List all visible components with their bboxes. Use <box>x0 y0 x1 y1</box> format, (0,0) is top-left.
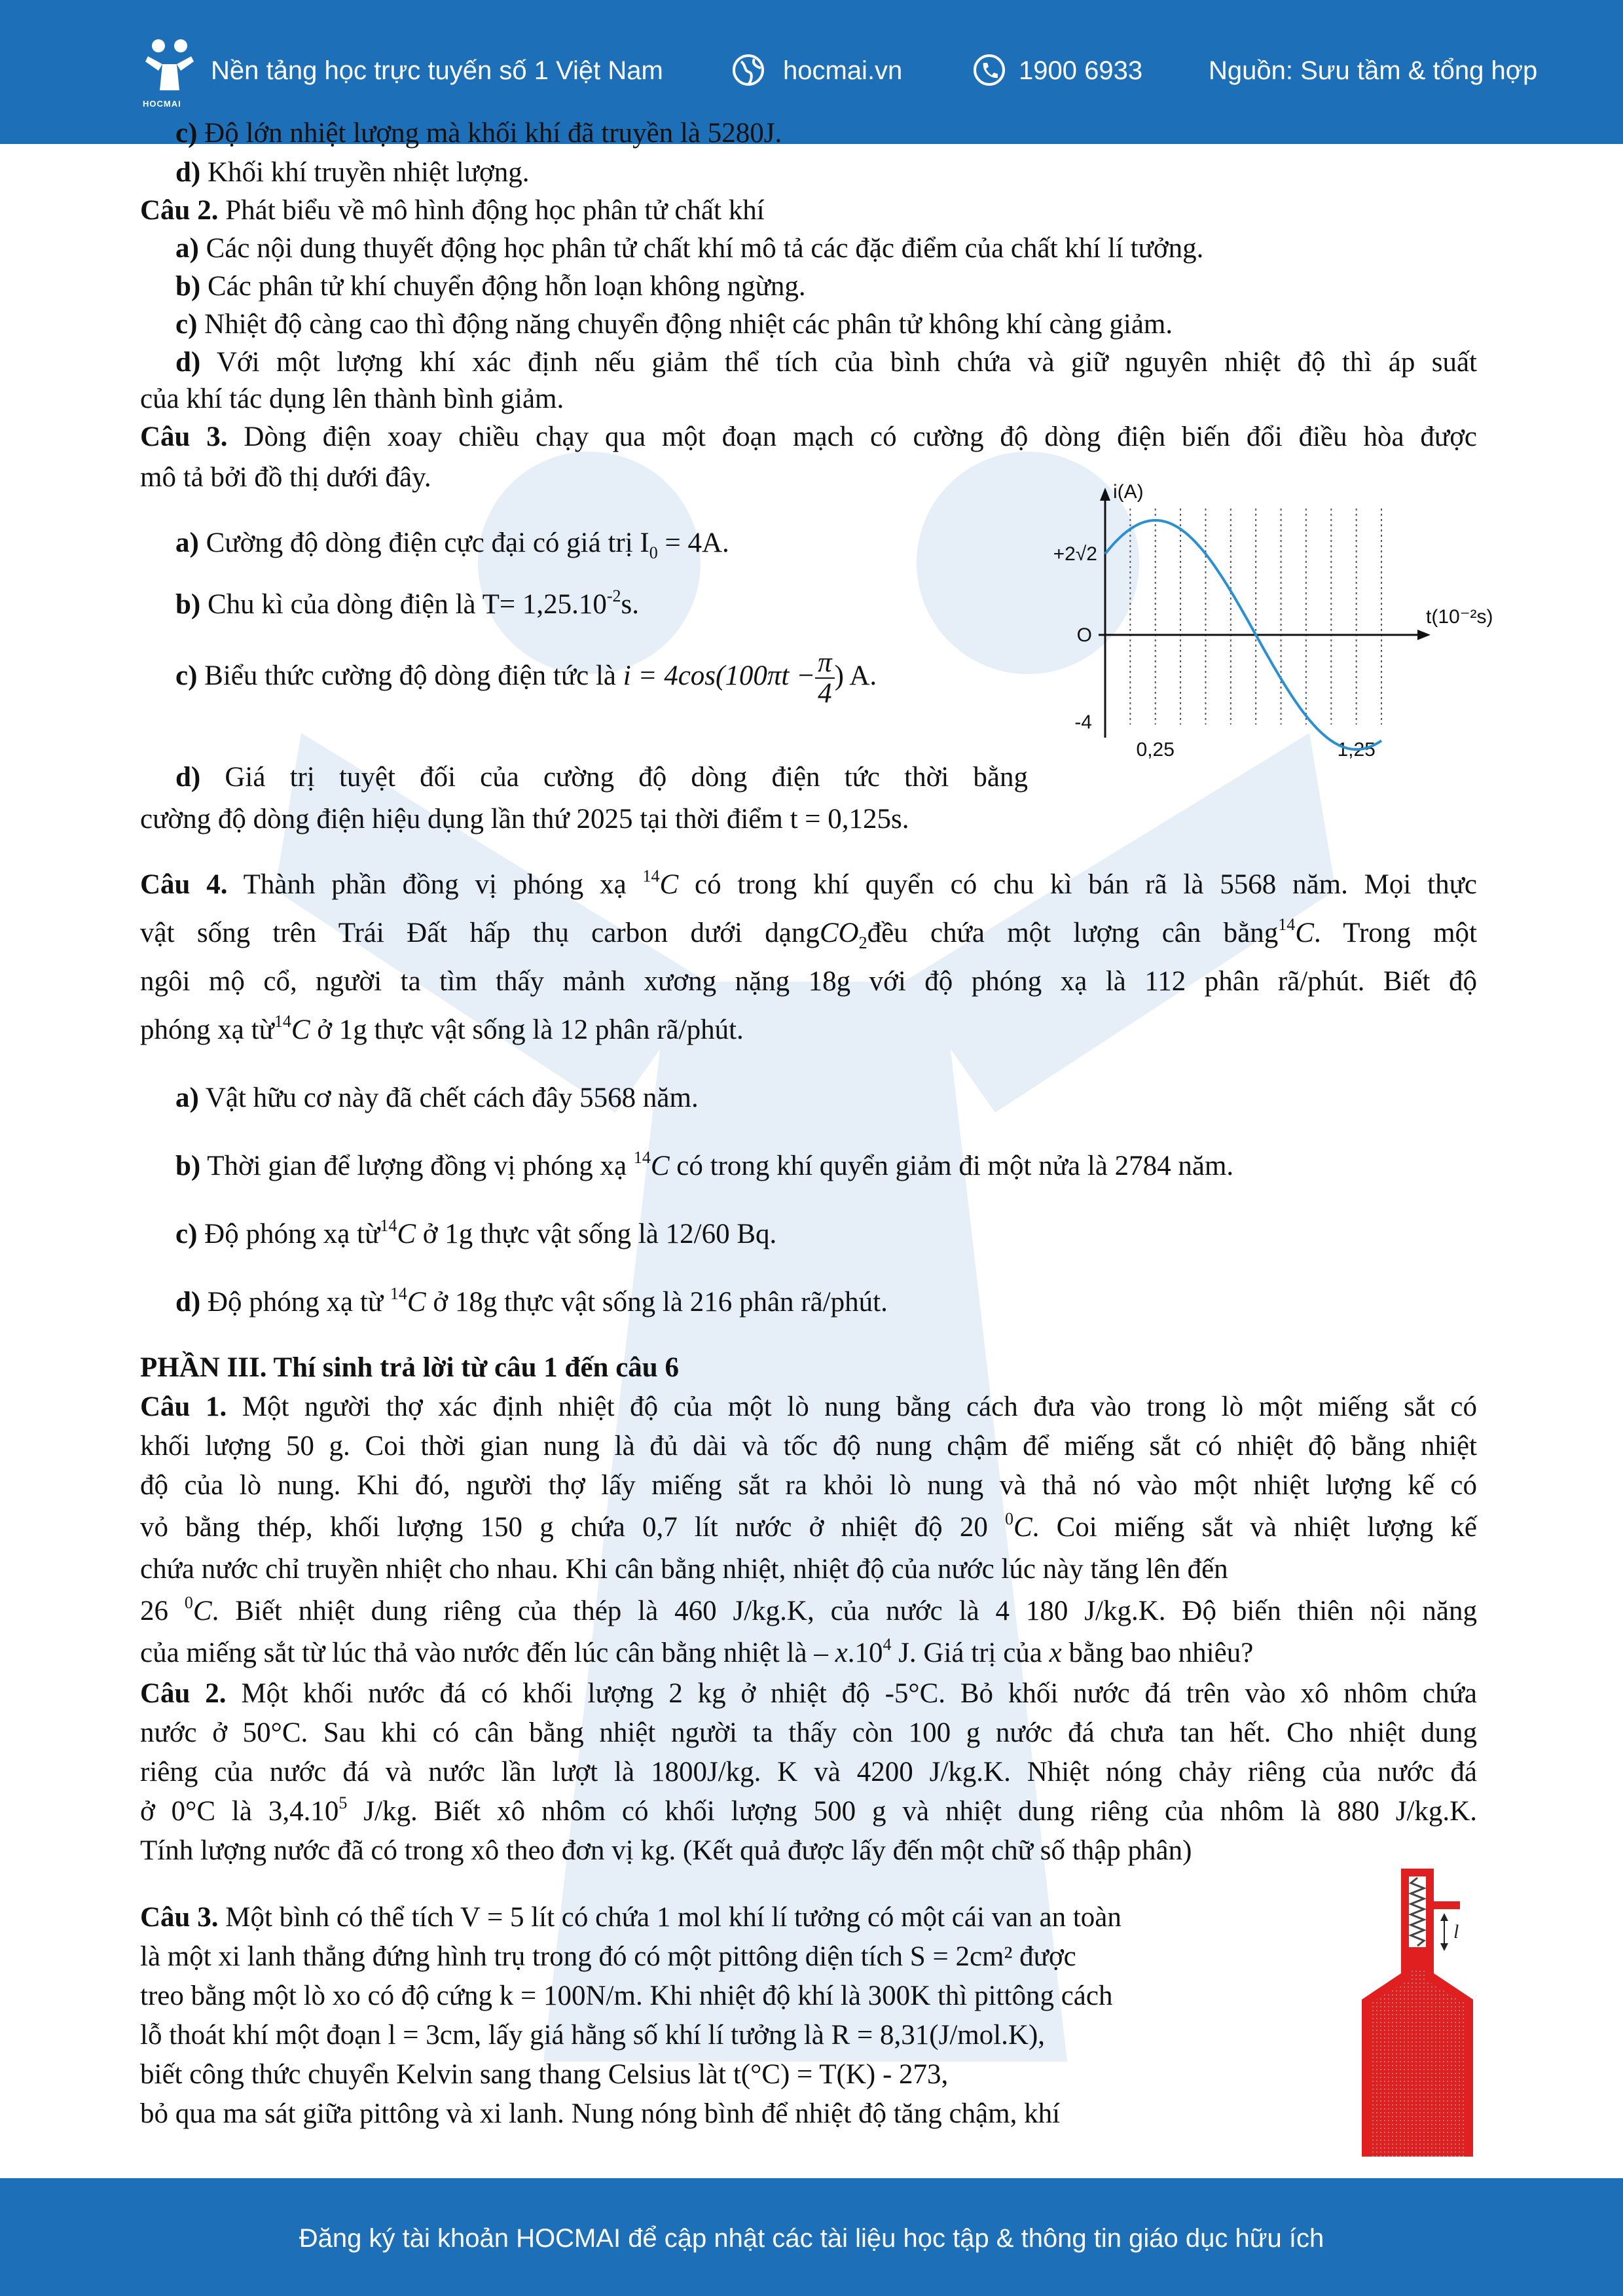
q2-option-d: d) Với một lượng khí xác định nếu giảm thể tích của bình chứa và giữ nguyên nhiệt độ thì áp suất <box>175 347 1477 378</box>
q3-option-d-cont: cường độ dòng điện hiệu dụng lần thứ 2025 tại thời điểm t = 0,125s. <box>140 804 909 834</box>
y-axis-label: i(A) <box>1113 481 1144 503</box>
p3-q2-line3: riêng của nước đá và nước lần lượt là 1800J/kg. K và 4200 J/kg.K. Nhiệt nóng chảy riêng của nước đá <box>140 1757 1477 1787</box>
p3-q3-line5: biết công thức chuyển Kelvin sang thang Celsius làt t(°C) = T(K) - 273, <box>140 2059 949 2090</box>
q2-option-c: c) Nhiệt độ càng cao thì động năng chuyển động nhiệt các phân tử không khí càng giảm. <box>175 309 1173 340</box>
q3-option-c: c) Biểu thức cường độ dòng điện tức là i = 4cos(100πt − $\frac{\pi}{4}$ ) A. <box>175 647 877 709</box>
p3-q2-line1: Câu 2. Một khối nước đá có khối lượng 2 kg ở nhiệt độ -5°C. Bỏ khối nước đá trên vào xô nhôm chứa <box>140 1678 1478 1709</box>
page-footer <box>0 2178 1623 2296</box>
x-axis-label: t(10⁻²s) <box>1426 606 1493 628</box>
gas-vessel-figure <box>1336 1856 1486 2157</box>
x-axis-arrow <box>1417 630 1431 640</box>
p3-q1-line6: 26 $^0$C. Biết nhiệt dung riêng của thép là 460 J/kg.K, của nước là 4 180 J/kg.K. Độ biến thiên nội năng <box>140 1593 1478 1626</box>
q3-stem-cont: mô tả bởi đồ thị dưới đây. <box>140 462 431 493</box>
distance-label: l <box>1453 1921 1459 1943</box>
p3-q1-line4: vỏ bằng thép, khối lượng 150 g chứa 0,7 lít nước ở nhiệt độ 20 $^0$C. Coi miếng sắt và nhiệt lượng kế <box>140 1509 1477 1543</box>
p3-q2-line2: nước ở 50°C. Sau khi có cân bằng nhiệt người ta thấy còn 100 g nước đá chưa tan hết. Cho nhiệt dung <box>140 1717 1477 1748</box>
header-source: Nguồn: Sưu tầm & tổng hợp <box>1209 56 1538 85</box>
p3-q3-line6: bỏ qua ma sát giữa pittông và xi lanh. Nung nóng bình để nhiệt độ tăng chậm, khí <box>140 2098 1061 2129</box>
q4-option-b: b) Thời gian để lượng đồng vị phóng xạ $^{14}$C có trong khí quyển giảm đi một nửa là 2784 năm. <box>175 1148 1234 1181</box>
p3-q1-line2: khối lượng 50 g. Coi thời gian nung là đủ dài và tốc độ nung chậm để miếng sắt có nhiệt độ bằng nhiệt <box>140 1431 1477 1462</box>
q4-option-c: c) Độ phóng xạ từ$^{14}$C ở 1g thực vật sống là 12/60 Bq. <box>175 1216 777 1249</box>
p3-q1-line7: của miếng sắt từ lúc thả vào nước đến lúc cân bằng nhiệt là – $x.10^4$ J. Giá trị của x bằng bao nhiêu? <box>140 1635 1254 1668</box>
q4-stem-line1: Câu 4. Thành phần đồng vị phóng xạ $^{14}$C có trong khí quyển có chu kì bán rã là 5568 năm. Mọi thực <box>140 867 1478 900</box>
q1-option-d: d) Khối khí truyền nhiệt lượng. <box>175 157 530 188</box>
current-vs-time-chart <box>1028 481 1558 762</box>
y-tick-label: O <box>1076 624 1092 646</box>
q2-stem: Câu 2. Phát biểu về mô hình động học phân tử chất khí <box>140 195 765 226</box>
part3-heading: PHẦN III. Thí sinh trả lời từ câu 1 đến câu 6 <box>140 1352 679 1383</box>
escape-hole <box>1434 1901 1460 1909</box>
q4-option-a: a) Vật hữu cơ này đã chết cách đây 5568 năm. <box>175 1083 699 1113</box>
header-phone[interactable]: 1900 6933 <box>1019 56 1143 85</box>
arrow-head-down <box>1440 1943 1448 1951</box>
p3-q1-line3: độ của lò nung. Khi đó, người thợ lấy miếng sắt ra khỏi lò nung và thả nó vào một nhiệt lượng kế có <box>140 1470 1477 1501</box>
p3-q2-line4: ở 0°C là 3,4.10$^5$ J/kg. Biết xô nhôm có khối lượng 500 g và nhiệt dung riêng của nhôm là 880 J/kg.K. <box>140 1793 1477 1827</box>
arrow-head-up <box>1440 1913 1448 1921</box>
x-tick-label: 1,25 <box>1337 739 1376 761</box>
q4-stem-line2: vật sống trên Trái Đất hấp thụ carbon dưới dạngCO$_2$đều chứa một lượng cân bằng$^{14}$C. Trong một <box>140 915 1477 952</box>
q2-option-d-cont: của khí tác dụng lên thành bình giảm. <box>140 384 564 414</box>
q2-option-b: b) Các phân tử khí chuyển động hỗn loạn không ngừng. <box>175 271 806 302</box>
p3-q3-line1: Câu 3. Một bình có thể tích V = 5 lít có chứa 1 mol khí lí tưởng có một cái van an toàn <box>140 1902 1122 1933</box>
p3-q1-line5: chứa nước chỉ truyền nhiệt cho nhau. Khi cân bằng nhiệt, nhiệt độ của nước lúc này tăng lên đến <box>140 1554 1228 1585</box>
q3-stem: Câu 3. Dòng điện xoay chiều chạy qua một đoạn mạch có cường độ dòng điện biến đổi điều hòa được <box>140 422 1478 452</box>
p3-q3-line2: là một xi lanh thẳng đứng hình trụ trong đó có một pittông diện tích S = 2cm² được <box>140 1941 1076 1972</box>
x-tick-label: 0,25 <box>1136 739 1175 761</box>
footer-text: Đăng ký tài khoản HOCMAI để cập nhật các tài liệu học tập & thông tin giáo dục hữu ích <box>299 2224 1324 2253</box>
q4-stem-line4: phóng xạ từ$^{14}$C ở 1g thực vật sống là 12 phân rã/phút. <box>140 1012 744 1045</box>
y-tick-label: -4 <box>1074 711 1092 733</box>
q3-option-d: d) Giá trị tuyệt đối của cường độ dòng điện tức thời bằng <box>175 762 1028 793</box>
y-tick-label: +2√2 <box>1053 543 1097 565</box>
header-website-link[interactable]: hocmai.vn <box>783 56 903 85</box>
fraction-pi-over-4: $\frac{\pi}{4}$ <box>815 648 835 708</box>
q4-option-d: d) Độ phóng xạ từ $^{14}$C ở 18g thực vật sống là 216 phân rã/phút. <box>175 1284 888 1318</box>
p3-q1-line1: Câu 1. Một người thợ xác định nhiệt độ của một lò nung bằng cách đưa vào trong lò một miếng sắt có <box>140 1391 1478 1422</box>
p3-q3-line3: treo bằng một lò xo có độ cứng k = 100N/m. Khi nhiệt độ khí là 300K thì pittông cách <box>140 1981 1113 2011</box>
q3-option-a: a) Cường độ dòng điện cực đại có giá trị $I_0 = 4A$. <box>175 528 729 562</box>
piston <box>1409 1947 1426 1969</box>
q3-option-b: b) Chu kì của dòng điện là $T= 1,25.10^{-2}s$. <box>175 586 639 620</box>
logo-text: HOCMAI <box>143 99 181 109</box>
q4-stem-line3: ngôi mộ cổ, người ta tìm thấy mảnh xương nặng 18g với độ phóng xạ là 112 phân rã/phút. Biết độ <box>140 966 1477 997</box>
p3-q3-line4: lỗ thoát khí một đoạn l = 3cm, lấy giá hằng số khí lí tưởng là R = 8,31(J/mol.K), <box>140 2020 1046 2051</box>
p3-q2-line5: Tính lượng nước đã có trong xô theo đơn vị kg. (Kết quả được lấy đến một chữ số thập phân) <box>140 1835 1192 1866</box>
y-axis-arrow <box>1100 488 1110 501</box>
q1-option-c: c) Độ lớn nhiệt lượng mà khối khí đã truyền là 5280J. <box>175 118 782 149</box>
header-slogan: Nền tảng học trực tuyến số 1 Việt Nam <box>211 56 663 85</box>
q2-option-a: a) Các nội dung thuyết động học phân tử chất khí mô tả các đặc điểm của chất khí lí tưởng. <box>175 233 1204 264</box>
